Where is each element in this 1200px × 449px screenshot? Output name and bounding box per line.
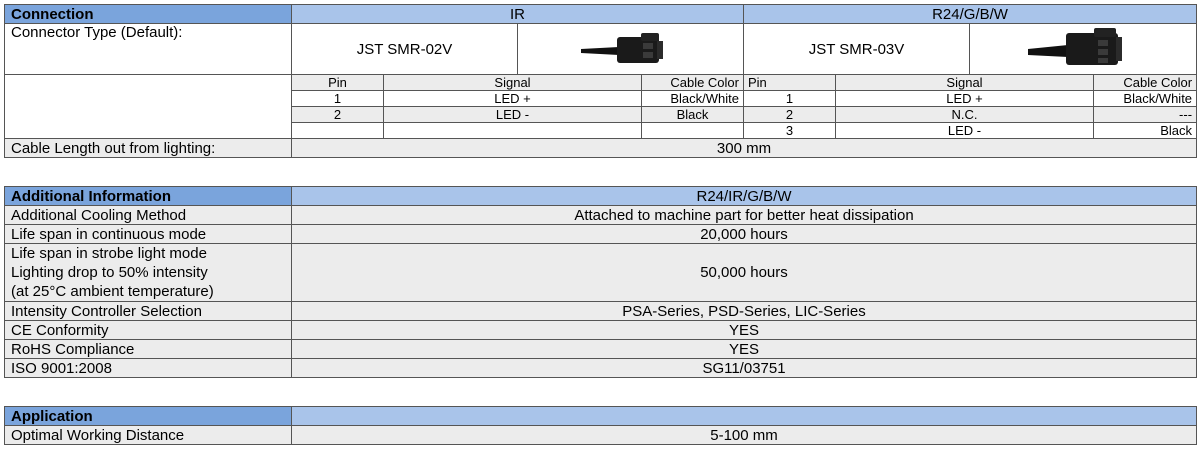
rgbw-pin-2: 2	[744, 107, 836, 123]
ir-signal-1: LED +	[384, 91, 642, 107]
connector-2pin-icon	[581, 27, 681, 71]
application-header-value	[292, 407, 1197, 426]
controller-selection-label: Intensity Controller Selection	[5, 302, 292, 321]
cable-length-label: Cable Length out from lighting:	[5, 139, 292, 158]
ir-connector-image	[518, 24, 744, 75]
application-header: Application	[5, 407, 292, 426]
ir-connector-name: JST SMR-02V	[292, 24, 518, 75]
cooling-method-label: Additional Cooling Method	[5, 206, 292, 225]
additional-info-header: Additional Information	[5, 187, 292, 206]
rgbw-cable-1: Black/White	[1094, 91, 1197, 107]
rgbw-column-header: R24/G/B/W	[744, 5, 1197, 24]
ce-conformity-label: CE Conformity	[5, 321, 292, 340]
rgbw-signal-2: N.C.	[836, 107, 1094, 123]
rgbw-pin-3: 3	[744, 123, 836, 139]
ir-signal-3	[384, 123, 642, 139]
controller-selection-value: PSA-Series, PSD-Series, LIC-Series	[292, 302, 1197, 321]
lifespan-continuous-label: Life span in continuous mode	[5, 225, 292, 244]
ir-cable-1: Black/White	[642, 91, 744, 107]
rgbw-cable-header: Cable Color	[1094, 75, 1197, 91]
ir-cable-2: Black	[642, 107, 744, 123]
ir-cable-header: Cable Color	[642, 75, 744, 91]
rohs-label: RoHS Compliance	[5, 340, 292, 359]
cooling-method-value: Attached to machine part for better heat dissipation	[292, 206, 1197, 225]
working-distance-value: 5-100 mm	[292, 426, 1197, 445]
lifespan-strobe-value: 50,000 hours	[292, 244, 1197, 302]
strobe-label-line-2: Lighting drop to 50% intensity	[11, 264, 208, 281]
rgbw-cable-2: ---	[1094, 107, 1197, 123]
connector-3pin-icon	[1028, 25, 1138, 73]
lifespan-continuous-value: 20,000 hours	[292, 225, 1197, 244]
working-distance-label: Optimal Working Distance	[5, 426, 292, 445]
rgbw-connector-name: JST SMR-03V	[744, 24, 970, 75]
ir-pin-1: 1	[292, 91, 384, 107]
rgbw-connector-image	[970, 24, 1197, 75]
rgbw-cable-3: Black	[1094, 123, 1197, 139]
ir-pin-header: Pin	[292, 75, 384, 91]
iso-value: SG11/03751	[292, 359, 1197, 378]
connection-table	[4, 4, 1197, 158]
rgbw-signal-3: LED -	[836, 123, 1094, 139]
rgbw-signal-1: LED +	[836, 91, 1094, 107]
iso-label: ISO 9001:2008	[5, 359, 292, 378]
ir-cable-3	[642, 123, 744, 139]
strobe-label-line-1: Life span in strobe light mode	[11, 245, 207, 262]
rgbw-pin-header: Pin	[744, 75, 836, 91]
ir-signal-header: Signal	[384, 75, 642, 91]
pin-table-spacer	[5, 75, 292, 139]
additional-info-header-value: R24/IR/G/B/W	[292, 187, 1197, 206]
ir-column-header: IR	[292, 5, 744, 24]
ir-signal-2: LED -	[384, 107, 642, 123]
rohs-value: YES	[292, 340, 1197, 359]
connection-header: Connection	[5, 5, 292, 24]
additional-info-table	[4, 186, 1197, 378]
strobe-label-line-3: (at 25°C ambient temperature)	[11, 283, 214, 300]
ce-conformity-value: YES	[292, 321, 1197, 340]
connector-type-label: Connector Type (Default):	[5, 24, 292, 75]
ir-pin-3	[292, 123, 384, 139]
cable-length-value: 300 mm	[292, 139, 1197, 158]
application-table	[4, 406, 1197, 445]
lifespan-strobe-label	[5, 244, 292, 302]
rgbw-pin-1: 1	[744, 91, 836, 107]
ir-pin-2: 2	[292, 107, 384, 123]
rgbw-signal-header: Signal	[836, 75, 1094, 91]
